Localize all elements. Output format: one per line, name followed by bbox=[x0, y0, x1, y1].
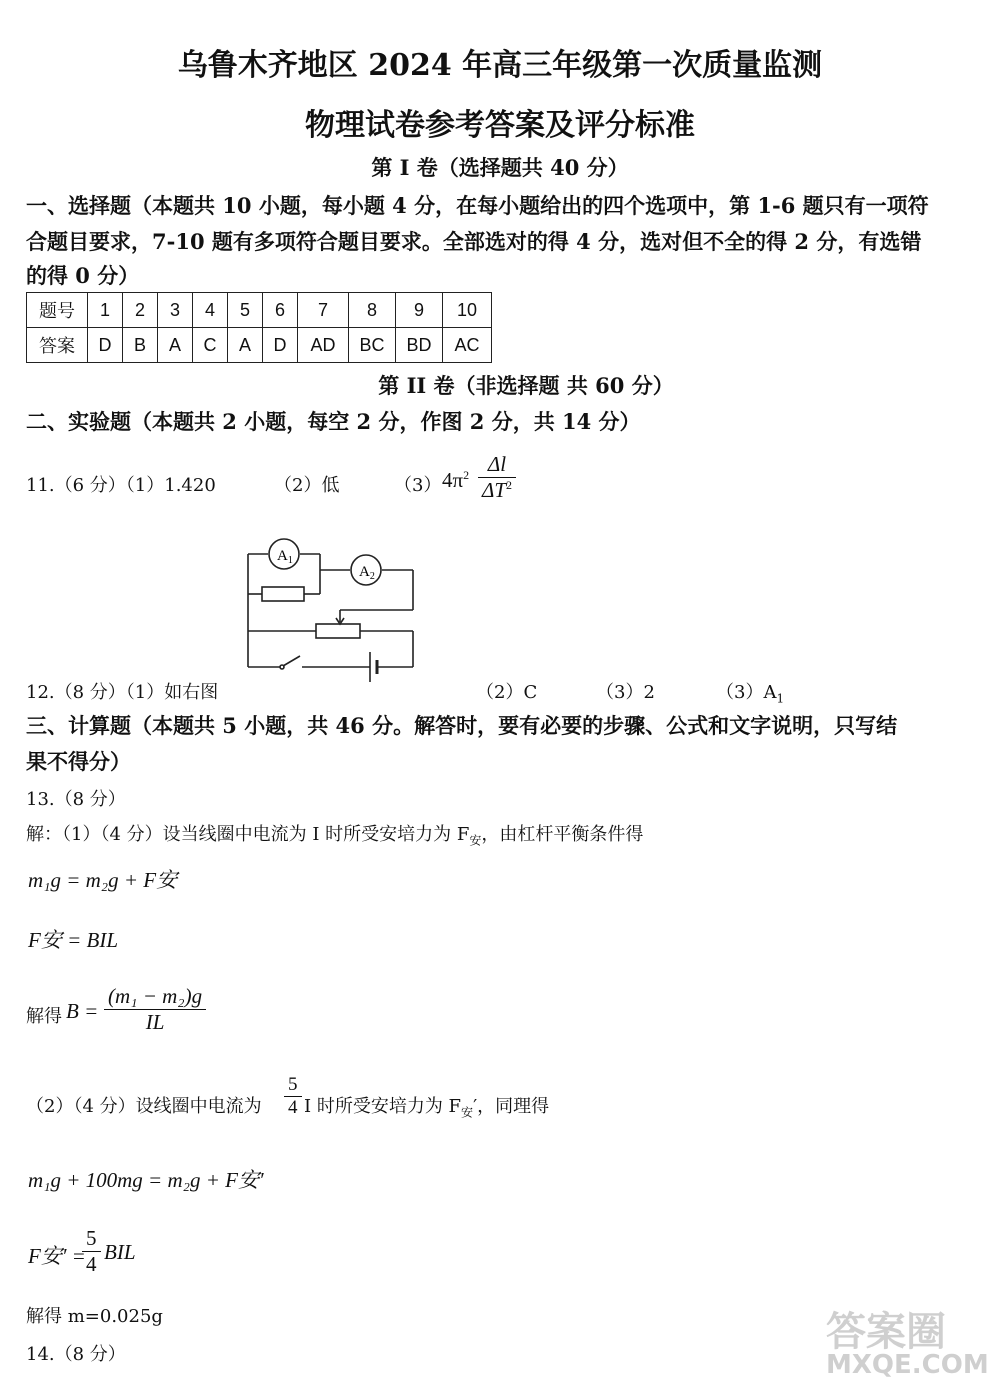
q12-part4-text: （3）A bbox=[716, 682, 777, 703]
ammeter-a1-sub: 1 bbox=[287, 555, 293, 566]
q11-part3-prefix: （3） bbox=[394, 475, 442, 496]
q13-solution-text: 解：（1）（4 分）设当线圈中电流为 I 时所受安培力为 F bbox=[26, 824, 470, 845]
answer-cell: AD bbox=[298, 328, 349, 363]
page-title: 乌鲁木齐地区 2024 年高三年级第一次质量监测 bbox=[177, 48, 823, 83]
q13-result1-lhs: B = bbox=[66, 999, 99, 1023]
q14-label: 14.（8 分） bbox=[26, 1344, 126, 1365]
answer-cell: AC bbox=[443, 328, 492, 363]
table-header-cell: 题号 bbox=[27, 293, 88, 328]
q13-result1-den: IL bbox=[145, 1010, 165, 1034]
q13-eq4-lhs: F安′ = bbox=[28, 1244, 86, 1268]
q13-solution-tail: ，由杠杆平衡条件得 bbox=[481, 824, 644, 845]
q13-part2-frac-num: 5 bbox=[284, 1074, 302, 1097]
q11-frac-num: Δl bbox=[478, 452, 516, 478]
q13-part2-tail: ′，同理得 bbox=[473, 1096, 550, 1117]
q13-eq3: m₁g + 100mg = m₂g + F安′ bbox=[28, 1168, 264, 1192]
number-cell: 8 bbox=[349, 293, 396, 328]
number-cell: 5 bbox=[228, 293, 263, 328]
ammeter-a1-letter: A bbox=[277, 548, 288, 564]
number-cell: 10 bbox=[443, 293, 492, 328]
q13-part2-sub: 安 bbox=[461, 1105, 474, 1120]
q12-part3: （3）2 bbox=[596, 682, 655, 703]
switch bbox=[283, 656, 300, 666]
watermark-url: MXQE.COM bbox=[826, 1350, 989, 1380]
section2-heading: 二、实验题（本题共 2 小题，每空 2 分，作图 2 分，共 14 分） bbox=[26, 409, 641, 434]
q12-part2: （2）C bbox=[476, 682, 538, 703]
q13-eq4-num: 5 bbox=[82, 1226, 101, 1252]
answer-cell: A bbox=[158, 328, 193, 363]
q12-label: 12.（8 分）（1）如右图 bbox=[26, 682, 219, 703]
answer-cell: C bbox=[193, 328, 228, 363]
q12-part4-sub: 1 bbox=[776, 691, 785, 706]
number-cell: 3 bbox=[158, 293, 193, 328]
watermark-logo: 答案圈 bbox=[826, 1309, 946, 1355]
q13-part2-mid bbox=[304, 1092, 549, 1121]
circuit-diagram bbox=[230, 532, 430, 697]
q11-frac-den-exp: 2 bbox=[506, 478, 513, 492]
page-subtitle: 物理试卷参考答案及评分标准 bbox=[305, 108, 695, 143]
answer-cell: A bbox=[228, 328, 263, 363]
part1-heading: 第 I 卷（选择题共 40 分） bbox=[371, 155, 629, 180]
q11-coef: 4π bbox=[442, 468, 464, 492]
q13-eq4-fraction bbox=[82, 1226, 101, 1277]
q11-formula bbox=[442, 468, 469, 493]
q11-coef-exp: 2 bbox=[463, 468, 470, 482]
number-cell: 9 bbox=[396, 293, 443, 328]
number-cell: 7 bbox=[298, 293, 349, 328]
q11-label: 11.（6 分）（1）1.420 bbox=[26, 475, 216, 496]
rheostat bbox=[316, 624, 360, 638]
answer-cell: BD bbox=[396, 328, 443, 363]
table-row-numbers bbox=[27, 293, 492, 328]
table-row-answers bbox=[27, 328, 492, 363]
q13-solution-sub: 安 bbox=[469, 833, 482, 848]
section1-line2: 合题目要求，7-10 题有多项符合题目要求。全部选对的得 4 分，选对但不全的得 2 分，有选错 bbox=[26, 229, 922, 254]
number-cell: 6 bbox=[263, 293, 298, 328]
answer-cell: D bbox=[263, 328, 298, 363]
q13-part2-mid-text: I 时所受安培力为 F bbox=[304, 1096, 462, 1117]
section3-line2: 果不得分） bbox=[26, 749, 131, 774]
q11-part2: （2）低 bbox=[274, 475, 340, 496]
q11-fraction bbox=[478, 452, 516, 503]
q13-result1-prefix: 解得 bbox=[26, 1006, 62, 1027]
q13-part2-prefix: （2）（4 分）设线圈中电流为 bbox=[26, 1096, 262, 1117]
fixed-resistor bbox=[262, 587, 304, 601]
q13-eq4-den: 4 bbox=[86, 1252, 97, 1276]
q13-result1-fraction bbox=[104, 984, 206, 1035]
ammeter-a2-letter: A bbox=[359, 564, 370, 580]
section1-line1: 一、选择题（本题共 10 小题，每小题 4 分，在每小题给出的四个选项中，第 1-6 题只有一项符 bbox=[26, 193, 929, 218]
answer-cell: D bbox=[88, 328, 123, 363]
q11-frac-den: ΔT bbox=[482, 478, 507, 502]
number-cell: 2 bbox=[123, 293, 158, 328]
q13-eq4-rhs: BIL bbox=[104, 1240, 136, 1264]
q13-part2-fraction bbox=[284, 1074, 302, 1119]
q13-eq1: m₁g = m₂g + F安 bbox=[28, 868, 178, 892]
number-cell: 4 bbox=[193, 293, 228, 328]
answer-table bbox=[26, 292, 492, 363]
answer-cell: BC bbox=[349, 328, 396, 363]
q13-part2-frac-den: 4 bbox=[288, 1097, 298, 1118]
part2-heading: 第 II 卷（非选择题 共 60 分） bbox=[378, 373, 674, 398]
table-header-cell: 答案 bbox=[27, 328, 88, 363]
ammeter-a2-sub: 2 bbox=[369, 571, 375, 582]
q13-eq2: F安 = BIL bbox=[28, 928, 118, 952]
q13-result1-num: (m₁ − m₂)g bbox=[104, 984, 206, 1010]
number-cell: 1 bbox=[88, 293, 123, 328]
section1-line3: 的得 0 分） bbox=[26, 263, 140, 288]
q13-solution-line bbox=[26, 820, 643, 849]
answer-cell: B bbox=[123, 328, 158, 363]
q12-part4 bbox=[716, 678, 784, 706]
q13-result2: 解得 m=0.025g bbox=[26, 1306, 163, 1327]
q13-label: 13.（8 分） bbox=[26, 789, 126, 810]
section3-line1: 三、计算题（本题共 5 小题，共 46 分。解答时，要有必要的步骤、公式和文字说明，只写结 bbox=[26, 713, 898, 738]
